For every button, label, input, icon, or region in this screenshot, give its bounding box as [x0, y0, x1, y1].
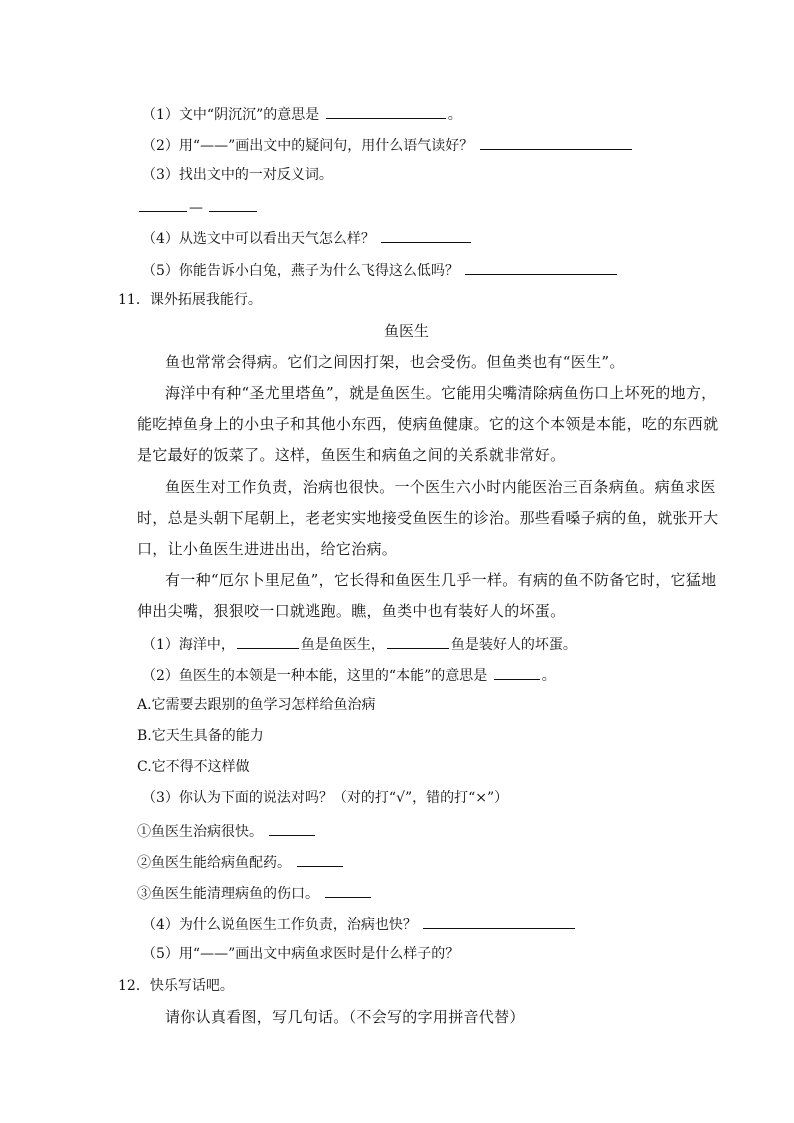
judge-item-1: ①鱼医生治病很快。: [137, 821, 317, 841]
q11-sub2: （2）鱼医生的本领是一种本能，这里的“本能”的意思是 。: [142, 665, 556, 685]
answer-blank[interactable]: [465, 260, 617, 275]
passage-paragraph-1: 鱼也常常会得病。它们之间因打架，也会受伤。但鱼类也有“医生”。: [165, 353, 625, 371]
q10-sub1: （1）文中“阴沉沉”的意思是 。: [142, 104, 462, 124]
q10-sub5: （5）你能告诉小白兔，燕子为什么飞得这么低吗？: [142, 260, 619, 280]
passage-line: 伸出尖嘴，狠狠咬一口就逃跑。瞧，鱼类中也有装好人的坏蛋。: [137, 602, 566, 620]
answer-blank[interactable]: [381, 228, 471, 243]
answer-blank[interactable]: [209, 197, 257, 212]
option-a[interactable]: A.它需要去跟别的鱼学习怎样给鱼治病: [137, 697, 376, 713]
answer-blank[interactable]: [326, 104, 446, 119]
passage-line: 时，总是头朝下尾朝上，老老实实地接受鱼医生的诊治。那些看嗓子病的鱼，就张开大: [137, 509, 719, 527]
answer-blank[interactable]: [139, 197, 187, 212]
answer-blank[interactable]: [269, 821, 315, 836]
q12-instruction: 请你认真看图，写几句话。（不会写的字用拼音代替）: [165, 1008, 525, 1026]
passage-line: 鱼医生对工作负责，治病也很快。一个医生六小时内能医治三百条病鱼。病鱼求医: [165, 478, 716, 496]
passage-title: 鱼医生: [384, 322, 430, 340]
q11-heading: 11．课外拓展我能行。: [118, 292, 262, 308]
q11-sub4: （4）为什么说鱼医生工作负责，治病也快？: [142, 914, 577, 934]
q11-sub1: （1）海洋中， 鱼是鱼医生， 鱼是装好人的坏蛋。: [142, 634, 577, 654]
answer-blank[interactable]: [325, 883, 371, 898]
answer-blank[interactable]: [494, 665, 540, 680]
answer-blank[interactable]: [423, 914, 575, 929]
option-c[interactable]: C.它不得不这样做: [137, 759, 250, 775]
option-b[interactable]: B.它天生具备的能力: [137, 728, 264, 744]
q10-sub4: （4）从选文中可以看出天气怎么样？: [142, 228, 473, 248]
passage-line: 能吃掉鱼身上的小虫子和其他小东西，使病鱼健康。它的这个本领是本能，吃的东西就: [137, 415, 719, 433]
q10-antonym-pair: —: [137, 197, 259, 217]
passage-line: 海洋中有种“圣尤里塔鱼”，就是鱼医生。它能用尖嘴清除病鱼伤口上坏死的地方，: [165, 384, 717, 402]
judge-item-2: ②鱼医生能给病鱼配药。: [137, 852, 345, 872]
q12-heading: 12．快乐写话吧。: [118, 978, 234, 994]
answer-blank[interactable]: [480, 135, 632, 150]
q10-sub3: （3）找出文中的一对反义词。: [142, 167, 333, 183]
passage-line: 有一种“厄尔卜里尼鱼”，它长得和鱼医生几乎一样。有病的鱼不防备它时，它猛地: [165, 571, 717, 589]
passage-line: 是它最好的饭菜了。这样，鱼医生和病鱼之间的关系就非常好。: [137, 446, 566, 464]
q11-sub3: （3）你认为下面的说法对吗？（对的打“√”，错的打“×”）: [142, 790, 509, 806]
q10-sub2: （2）用“——”画出文中的疑问句，用什么语气读好？: [142, 135, 634, 155]
answer-blank[interactable]: [297, 852, 343, 867]
q11-sub5: （5）用“——”画出文中病鱼求医时是什么样子的？: [142, 946, 460, 962]
judge-item-3: ③鱼医生能清理病鱼的伤口。: [137, 883, 373, 903]
passage-line: 口，让小鱼医生进进出出，给它治病。: [137, 540, 398, 558]
answer-blank[interactable]: [387, 634, 449, 649]
answer-blank[interactable]: [237, 634, 299, 649]
